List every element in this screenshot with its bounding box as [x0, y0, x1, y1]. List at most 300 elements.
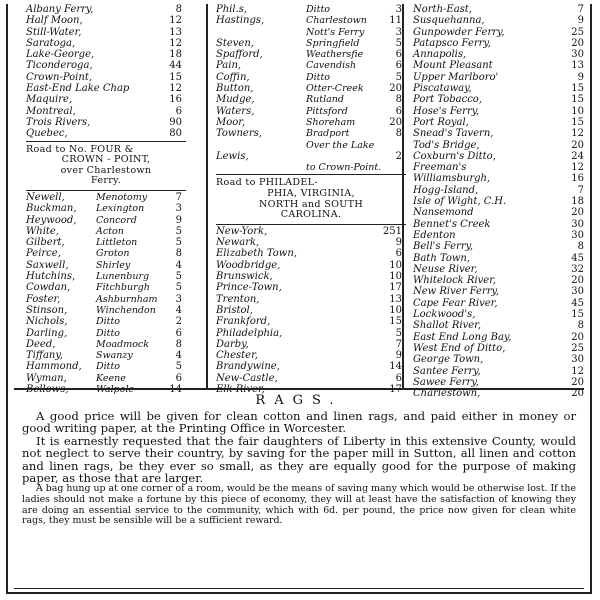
road-list-charlestown: [26, 192, 186, 395]
road-entry: [413, 83, 588, 94]
road-entry: [216, 282, 406, 293]
distance-miles: 20: [571, 139, 584, 151]
distance-miles: 12: [571, 162, 584, 174]
place-name: Quebec,: [26, 128, 68, 140]
road-entry: [216, 271, 406, 282]
place-name: Annapolis,: [413, 49, 467, 61]
distance-miles: 17: [389, 383, 402, 395]
distance-miles: 14: [169, 383, 182, 395]
distance-miles: 10: [571, 105, 584, 117]
distance-miles: 12: [571, 128, 584, 140]
distance-miles: 25: [571, 26, 584, 38]
road-list-north: [26, 4, 186, 140]
distance-miles: 11: [389, 15, 402, 27]
place-name: Nichols,: [26, 316, 68, 328]
place-name: Gilbert,: [26, 237, 65, 249]
distance-miles: 5: [175, 361, 182, 373]
place-name: Hammond,: [26, 361, 82, 373]
place-name: East End Long Bay,: [413, 331, 512, 343]
road-entry: [413, 377, 588, 388]
place-detail: Keene: [96, 372, 126, 384]
distance-miles: 8: [175, 4, 182, 15]
distance-miles: 12: [571, 365, 584, 377]
distance-miles: 251: [382, 225, 402, 237]
road-entry: [26, 305, 186, 316]
place-name: Darby,: [216, 338, 249, 350]
road-heading-no-four: [26, 143, 186, 189]
place-name: Towners,: [216, 128, 262, 140]
place-name: Charlestown,: [413, 388, 481, 400]
place-detail: Bradport: [306, 128, 350, 140]
road-entry: [216, 4, 406, 15]
distance-miles: 6: [395, 60, 402, 72]
distance-miles: 5: [175, 271, 182, 283]
road-heading-line: Road to No. FOUR &: [26, 143, 134, 155]
road-entry: [413, 196, 588, 207]
road-heading-line: CAROLINA.: [280, 209, 342, 221]
place-name: Lockwood's,: [413, 309, 476, 321]
road-entry: [413, 94, 588, 105]
road-entry: [26, 128, 186, 139]
place-name: Wyman,: [26, 372, 67, 384]
road-entry: [413, 241, 588, 252]
road-entry: [413, 264, 588, 275]
place-name: Steven,: [216, 37, 254, 49]
road-entry: [413, 38, 588, 49]
place-name: Half Moon,: [26, 15, 83, 27]
distance-miles: 7: [577, 4, 584, 15]
column-divider: [206, 4, 208, 388]
place-name: Bellows,: [26, 383, 69, 395]
distance-miles: 10: [389, 259, 402, 271]
distance-miles: 20: [571, 388, 584, 400]
distance-miles: 18: [169, 49, 182, 61]
place-name: Ticonderoga,: [26, 60, 93, 72]
place-name: East-End Lake Chap: [26, 83, 130, 95]
road-entry: [216, 339, 406, 350]
newspaper-clipping: [6, 4, 592, 594]
distance-miles: 20: [389, 83, 402, 95]
place-detail: Otter-Creek: [306, 83, 364, 95]
place-detail: Ditto: [96, 316, 121, 328]
road-entry: [216, 49, 406, 60]
place-name: George Town,: [413, 354, 484, 366]
road-entry: [216, 162, 406, 173]
road-entry: [216, 305, 406, 316]
distance-miles: 17: [389, 282, 402, 294]
place-detail: Littleton: [96, 237, 138, 249]
distance-miles: 20: [571, 331, 584, 343]
place-detail: Menotomy: [96, 191, 148, 203]
place-name: Waters,: [216, 105, 255, 117]
road-list-south: [216, 226, 406, 395]
road-entry: [216, 361, 406, 372]
place-name: Montreal,: [26, 105, 76, 117]
road-entry: [26, 294, 186, 305]
place-name: Albany Ferry,: [26, 4, 94, 15]
road-entry: [26, 316, 186, 327]
road-entry: [216, 106, 406, 117]
place-name: Hose's Ferry,: [413, 105, 480, 117]
place-name: Bennet's Creek: [413, 218, 491, 230]
road-entry: [26, 328, 186, 339]
place-name: Trois Rivers,: [26, 116, 91, 128]
distance-miles: 20: [389, 116, 402, 128]
road-entry: [216, 260, 406, 271]
distance-miles: 18: [571, 196, 584, 208]
road-entry: [413, 230, 588, 241]
distance-miles: 7: [175, 191, 182, 203]
road-entry: [413, 117, 588, 128]
distance-miles: 12: [169, 37, 182, 49]
place-detail: Charlestown: [306, 15, 367, 27]
bottom-rule: [14, 588, 584, 589]
place-name: Elk River,: [216, 383, 265, 395]
place-name: Saxwell,: [26, 259, 69, 271]
distance-miles: 4: [175, 259, 182, 271]
place-name: New-Castle,: [216, 372, 278, 384]
distance-miles: 6: [175, 327, 182, 339]
distance-miles: 6: [395, 248, 402, 260]
distance-miles: 6: [395, 49, 402, 61]
distance-miles: 30: [571, 286, 584, 298]
distance-miles: 8: [395, 128, 402, 140]
place-name: Susquehanna,: [413, 15, 485, 27]
road-heading-philadelphia: [216, 176, 406, 222]
place-name: Mudge,: [216, 94, 255, 106]
distance-miles: 8: [175, 338, 182, 350]
place-name: New-York,: [216, 225, 268, 237]
road-entry: [216, 226, 406, 237]
place-detail: Over the Lake: [306, 139, 375, 151]
place-name: Pain,: [216, 60, 242, 72]
place-name: Bristol,: [216, 304, 253, 316]
distance-miles: 9: [395, 350, 402, 362]
road-entry: [216, 140, 406, 151]
road-entry: [26, 83, 186, 94]
distance-miles: 12: [169, 83, 182, 95]
place-detail: Groton: [96, 248, 130, 260]
place-detail: Acton: [96, 225, 124, 237]
distance-miles: 4: [175, 350, 182, 362]
road-entry: [26, 49, 186, 60]
section-rule: [216, 174, 406, 175]
road-entry: [26, 350, 186, 361]
place-name: Port Tobacco,: [413, 94, 482, 106]
road-entry: [216, 328, 406, 339]
rags-heading: RAGS.: [255, 393, 343, 408]
distance-miles: 30: [571, 49, 584, 61]
distance-miles: 20: [571, 37, 584, 49]
place-name: Bell's Ferry,: [413, 241, 474, 253]
place-name: Patapsco Ferry,: [413, 37, 491, 49]
place-name: Foster,: [26, 293, 61, 305]
distance-miles: 44: [169, 60, 182, 72]
place-name: Buckman,: [26, 203, 77, 215]
road-entry: [413, 343, 588, 354]
road-entry: [216, 350, 406, 361]
distance-miles: 5: [395, 37, 402, 49]
place-detail: Lexington: [96, 203, 145, 215]
place-detail: Moadmock: [96, 338, 149, 350]
road-entry: [216, 60, 406, 71]
place-name: Nansemond: [413, 207, 474, 219]
place-name: Port Royal,: [413, 116, 469, 128]
road-entry: [413, 275, 588, 286]
road-entry: [216, 94, 406, 105]
road-entry: [413, 354, 588, 365]
road-list-carolina: [413, 4, 588, 399]
place-name: Brandywine,: [216, 361, 280, 373]
stage-road-column-1: [26, 4, 186, 395]
distance-miles: 15: [571, 94, 584, 106]
place-name: Snead's Tavern,: [413, 128, 494, 140]
place-name: Stinson,: [26, 304, 68, 316]
road-entry: [413, 219, 588, 230]
place-detail: Ditto: [306, 71, 331, 83]
distance-miles: 9: [395, 237, 402, 249]
road-entry: [216, 72, 406, 83]
distance-miles: 12: [169, 15, 182, 27]
place-name: Tiffany,: [26, 350, 63, 362]
road-entry: [26, 192, 186, 203]
place-name: Lake-George,: [26, 49, 95, 61]
road-heading-line: CROWN - POINT,: [61, 154, 151, 166]
distance-miles: 8: [577, 241, 584, 253]
road-entry: [26, 94, 186, 105]
rags-paragraph-price: A good price will be given for clean cotton and linen rags, and paid either in money or good writing paper, at the Printing Office in Worcester.: [22, 409, 576, 436]
distance-miles: 5: [175, 225, 182, 237]
place-detail: Fitchburgh: [96, 282, 150, 294]
road-entry: [216, 237, 406, 248]
place-name: Phil.s,: [216, 4, 248, 15]
place-detail: Winchendon: [96, 304, 156, 316]
place-detail: Concord: [96, 214, 137, 226]
place-name: Frankford,: [216, 316, 271, 328]
distance-miles: 8: [175, 248, 182, 260]
distance-miles: 20: [571, 275, 584, 287]
road-entry: [26, 373, 186, 384]
road-entry: [26, 60, 186, 71]
road-entry: [26, 106, 186, 117]
place-name: Neuse River,: [413, 263, 478, 275]
distance-miles: 2: [175, 316, 182, 328]
distance-miles: 5: [395, 71, 402, 83]
distance-miles: 30: [571, 218, 584, 230]
distance-miles: 10: [389, 304, 402, 316]
distance-miles: 15: [571, 309, 584, 321]
place-name: Still-Water,: [26, 26, 82, 38]
distance-miles: 25: [571, 342, 584, 354]
road-entry: [413, 309, 588, 320]
distance-miles: 3: [175, 203, 182, 215]
rags-paragraph-request: It is earnestly requested that the fair daughters of Liberty in this extensive County, would not neglect to serve their country, by saving for the paper mill in Sutton, all linen and cotton and linen rags, be they ever so small, as they are equally good for the purpose of making paper, as those that are larger.: [22, 433, 576, 486]
road-heading-line: PHIA, VIRGINIA,: [267, 188, 355, 200]
distance-miles: 13: [389, 293, 402, 305]
road-entry: [413, 320, 588, 331]
place-detail: Ditto: [96, 361, 121, 373]
place-name: Tod's Bridge,: [413, 139, 480, 151]
place-name: Darling,: [26, 327, 68, 339]
place-name: Upper Marlboro': [413, 71, 499, 83]
road-entry: [413, 128, 588, 139]
stage-road-column-3: [413, 4, 588, 400]
rags-advertisement: [22, 393, 576, 527]
distance-miles: 3: [395, 4, 402, 15]
distance-miles: 13: [169, 26, 182, 38]
distance-miles: 5: [175, 237, 182, 249]
road-list-vermont: [216, 4, 406, 173]
place-name: White,: [26, 225, 60, 237]
distance-miles: 15: [389, 316, 402, 328]
place-detail: Ashburnham: [96, 293, 158, 305]
place-name: Lewis,: [216, 150, 249, 162]
place-detail: Shirley: [96, 259, 131, 271]
place-detail: Swanzy: [96, 350, 133, 362]
place-name: Santee Ferry,: [413, 365, 481, 377]
distance-miles: 30: [571, 354, 584, 366]
road-entry: [413, 162, 588, 173]
road-heading-line: over Charlestown: [60, 164, 152, 176]
place-name: Sawee Ferry,: [413, 376, 479, 388]
place-name: Newell,: [26, 191, 65, 203]
distance-miles: 30: [571, 229, 584, 241]
distance-miles: 45: [571, 297, 584, 309]
road-entry: [26, 339, 186, 350]
road-entry: [413, 4, 588, 15]
place-name: Woodbridge,: [216, 259, 281, 271]
distance-miles: 15: [571, 116, 584, 128]
road-entry: [413, 366, 588, 377]
place-name: Gunpowder Ferry,: [413, 26, 505, 38]
distance-miles: 6: [175, 372, 182, 384]
place-detail: Pittsford: [306, 105, 348, 117]
distance-miles: 5: [395, 327, 402, 339]
place-detail: Rutland: [306, 94, 344, 106]
place-name: West End of Ditto,: [413, 342, 506, 354]
place-detail: Nott's Ferry: [306, 26, 365, 38]
section-rule: [26, 141, 186, 142]
place-name: Hastings,: [216, 15, 265, 27]
road-entry: [216, 294, 406, 305]
road-entry: [413, 185, 588, 196]
road-entry: [26, 361, 186, 372]
road-entry: [26, 226, 186, 237]
distance-miles: 8: [395, 94, 402, 106]
place-name: Maquire,: [26, 94, 73, 106]
distance-miles: 20: [571, 207, 584, 219]
distance-miles: 10: [389, 271, 402, 283]
distance-miles: 16: [571, 173, 584, 185]
distance-miles: 32: [571, 263, 584, 275]
distance-miles: 15: [169, 71, 182, 83]
place-name: Heywood,: [26, 214, 77, 226]
place-detail: Ditto: [306, 4, 331, 15]
road-entry: [216, 117, 406, 128]
road-entry: [26, 271, 186, 282]
road-entry: [26, 4, 186, 15]
distance-miles: 3: [395, 26, 402, 38]
place-detail: Lunenburg: [96, 271, 150, 283]
place-name: Freeman's: [413, 162, 467, 174]
place-name: Whitelock River,: [413, 275, 497, 287]
road-entry: [26, 282, 186, 293]
rags-top-rule: [14, 388, 584, 390]
place-name: New River Ferry,: [413, 286, 500, 298]
road-entry: [26, 38, 186, 49]
section-rule: [216, 224, 406, 225]
road-entry: [216, 27, 406, 38]
road-entry: [26, 27, 186, 38]
distance-miles: 45: [571, 252, 584, 264]
road-entry: [413, 173, 588, 184]
place-name: Piscataway,: [413, 83, 472, 95]
place-name: Peirce,: [26, 248, 61, 260]
place-detail: Shoreham: [306, 116, 356, 128]
distance-miles: 6: [175, 105, 182, 117]
road-entry: [216, 316, 406, 327]
distance-miles: 7: [395, 338, 402, 350]
distance-miles: 24: [571, 150, 584, 162]
distance-miles: 15: [571, 83, 584, 95]
place-name: Newark,: [216, 237, 260, 249]
road-entry: [413, 207, 588, 218]
place-name: Bath Town,: [413, 252, 471, 264]
distance-miles: 6: [395, 372, 402, 384]
place-name: Isle of Wight, C.H.: [413, 196, 507, 208]
place-detail: Ditto: [96, 327, 121, 339]
place-name: Edenton: [413, 229, 456, 241]
distance-miles: 9: [577, 15, 584, 27]
road-entry: [216, 83, 406, 94]
stage-road-column-2: [216, 4, 406, 395]
distance-miles: 16: [169, 94, 182, 106]
rags-paragraph-bag: A bag hung up at one corner of a room, would be the means of saving many which would be otherwise lost. If the ladies should not make a fortune by this piece of economy, they will at least have the satisfaction of knowing they are doing an essential service to the community, which with 6d. per pound, the price now given for clean white rags, they must be sensible will be a sufficient reward.: [22, 483, 576, 527]
place-name: Mount Pleasant: [413, 60, 493, 72]
place-name: Shallot River,: [413, 320, 482, 332]
place-name: Cape Fear River,: [413, 297, 498, 309]
road-entry: [26, 237, 186, 248]
road-entry: [26, 260, 186, 271]
place-name: Moor,: [216, 116, 246, 128]
road-entry: [26, 215, 186, 226]
distance-miles: 6: [395, 105, 402, 117]
place-name: Elizabeth Town,: [216, 248, 297, 260]
distance-miles: 3: [175, 293, 182, 305]
place-detail: Walpole: [96, 383, 135, 395]
place-detail: Weathersfie: [306, 49, 364, 61]
road-entry: [216, 15, 406, 26]
place-name: Spafford,: [216, 49, 263, 61]
distance-miles: 2: [395, 150, 402, 162]
place-name: Trenton,: [216, 293, 260, 305]
distance-miles: 13: [571, 60, 584, 72]
place-name: Cowdan,: [26, 282, 71, 294]
place-name: Williamsburgh,: [413, 173, 491, 185]
road-entry: [26, 248, 186, 259]
road-heading-line: Ferry.: [91, 175, 121, 187]
road-entry: [216, 248, 406, 259]
place-name: Coffin,: [216, 71, 250, 83]
place-name: Brunswick,: [216, 271, 273, 283]
road-entry: [26, 117, 186, 128]
place-name: North-East,: [413, 4, 472, 15]
road-entry: [413, 60, 588, 71]
road-entry: [216, 38, 406, 49]
road-heading-line: Road to PHILADEL-: [216, 177, 318, 189]
road-entry: [413, 298, 588, 309]
road-entry: [413, 332, 588, 343]
